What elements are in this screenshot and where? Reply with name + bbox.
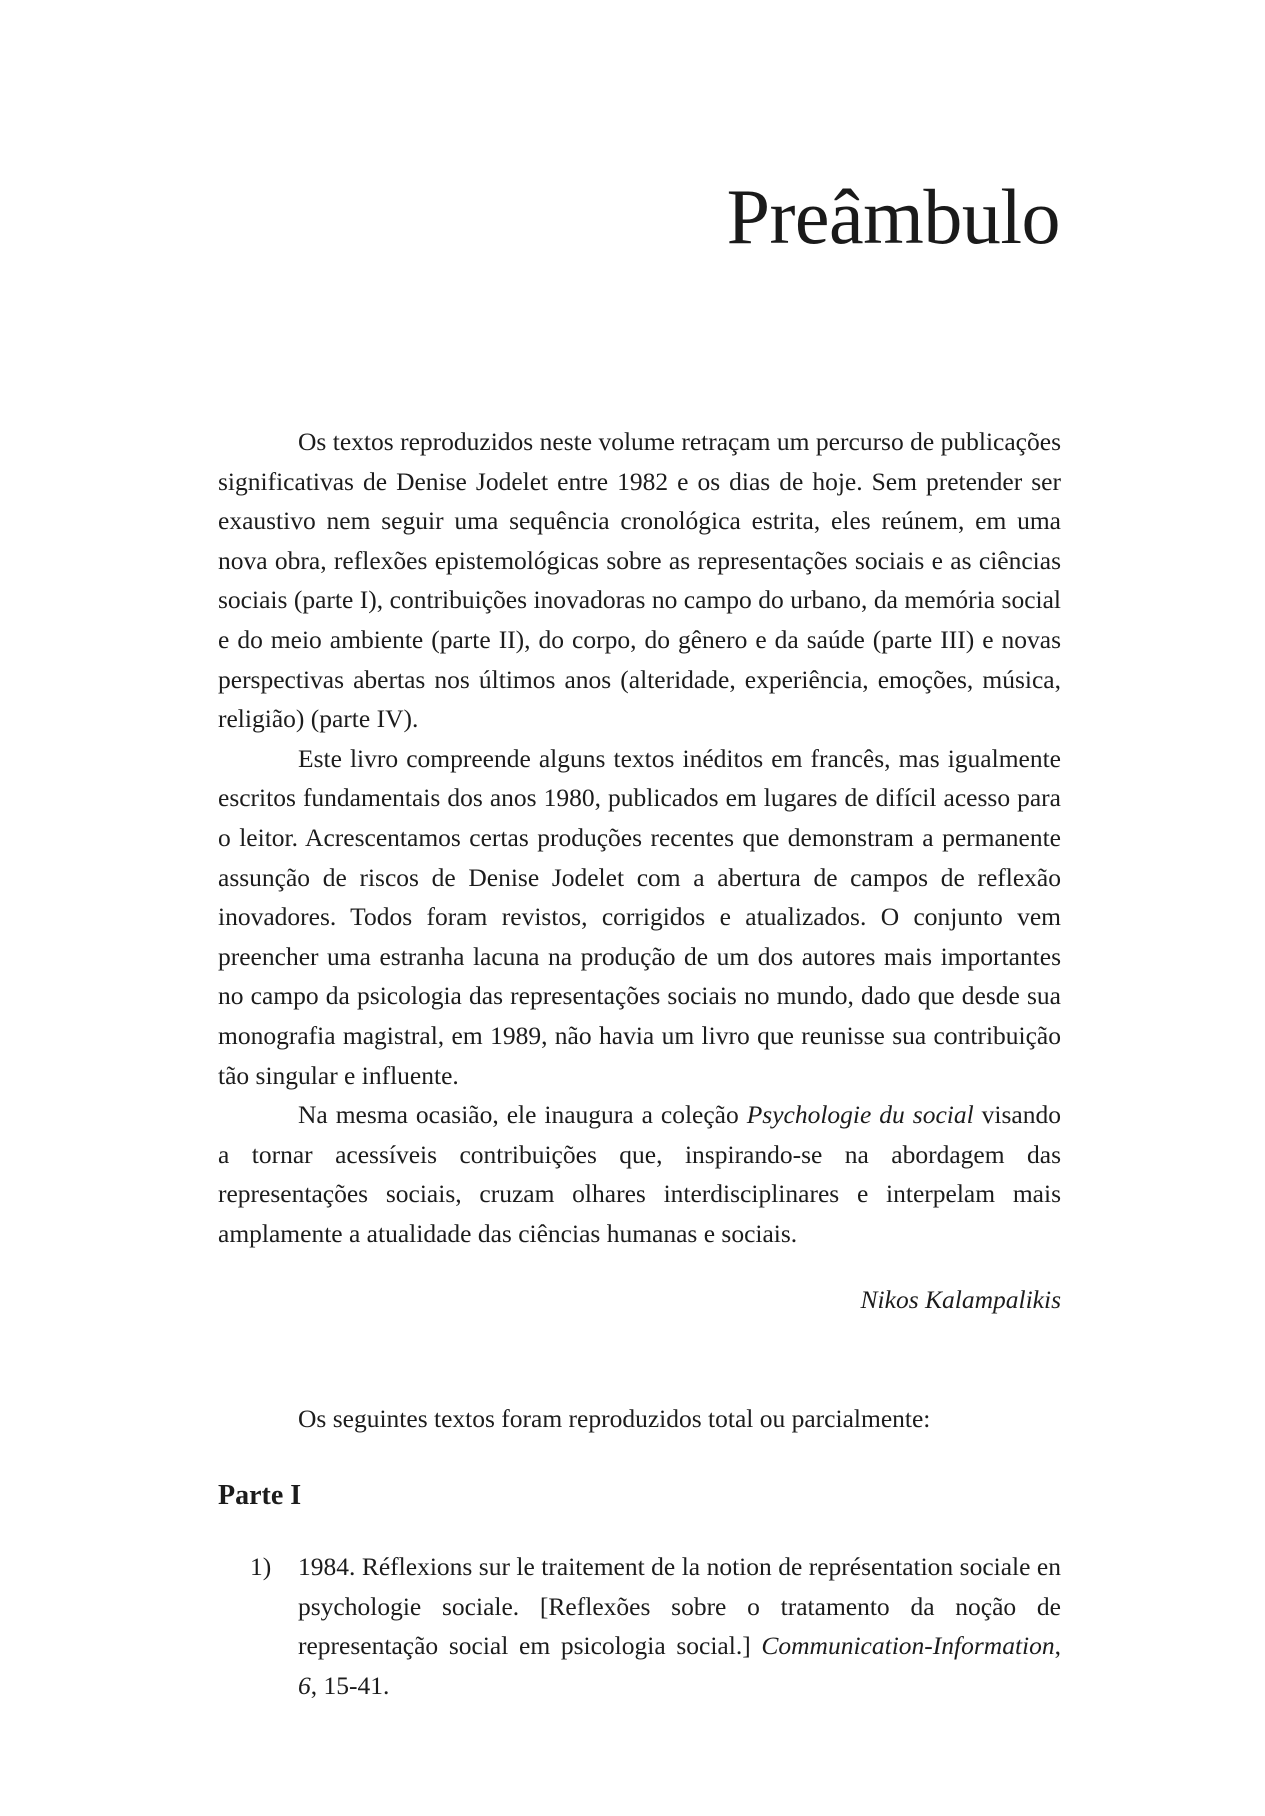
paragraph-1: Os textos reproduzidos neste volume retraçam um percurso de publicações significativas de Denise Jodelet entre 1982 e os dias de hoje. Sem pretender ser exaustivo nem seguir uma sequência cronológica estrita, eles reúnem, em uma nova obra, reflexões epistemológicas sobre as representações sociais e as ciências sociais (parte I), contribuições inovadoras no campo do urbano, da memória social e do meio ambiente (parte II), do corpo, do gênero e da saúde (parte III) e novas perspectivas abertas nos últimos anos (alteridade, experiência, emoções, música, religião) (parte IV). — [218, 427, 1061, 734]
references-intro: Os seguintes textos foram reproduzidos total ou parcialmente: — [298, 1404, 931, 1433]
paragraph-3-before: Na mesma ocasião, ele inaugura a coleção — [298, 1100, 747, 1130]
chapter-title: Preâmbulo — [726, 173, 1060, 260]
reference-citation: 1984. Réflexions sur le traitement de la notion de représentation sociale en psychologie sociale. [Reflexões sobre o tratamento da noção de representação social em psicologia social.] — [298, 1552, 1061, 1661]
paragraph-3-after: visando a tornar acessíveis contribuições que, inspirando-se na abordagem das representações sociais, cruzam olhares interdisciplinares e interpelam mais amplamente a atualidade das ciências humanas e sociais. — [218, 1100, 1061, 1248]
reference-text — [298, 1547, 1061, 1705]
section-heading-parte-1: Parte I — [218, 1480, 302, 1511]
reference-item — [218, 1547, 1061, 1705]
reference-list — [218, 1547, 1061, 1705]
author-signature: Nikos Kalampalikis — [860, 1285, 1061, 1314]
collection-title: Psychologie du social — [746, 1100, 974, 1130]
reference-number: 1) — [250, 1552, 272, 1581]
preamble-body — [218, 422, 1061, 1253]
paragraph-2: Este livro compreende alguns textos inéditos em francês, mas igualmente escritos fundamentais dos anos 1980, publicados em lugares de difícil acesso para o leitor. Acrescentamos certas produções recentes que demonstram a permanente assunção de riscos de Denise Jodelet com a abertura de campos de reflexão inovadores. Todos foram revistos, corrigidos e atualizados. O conjunto vem preencher uma estranha lacuna na produção de um dos autores mais importantes no campo da psicologia das representações sociais no mundo, dado que desde sua monografia magistral, em 1989, não havia um livro que reunisse sua contribuição tão singular e influente. — [218, 743, 1061, 1090]
reference-journal: Communication-Information — [761, 1631, 1055, 1661]
reference-pages: , 15-41. — [310, 1670, 390, 1700]
reference-comma: , — [1054, 1631, 1061, 1661]
reference-volume: 6 — [298, 1670, 311, 1700]
paragraph-3 — [218, 1095, 1061, 1253]
